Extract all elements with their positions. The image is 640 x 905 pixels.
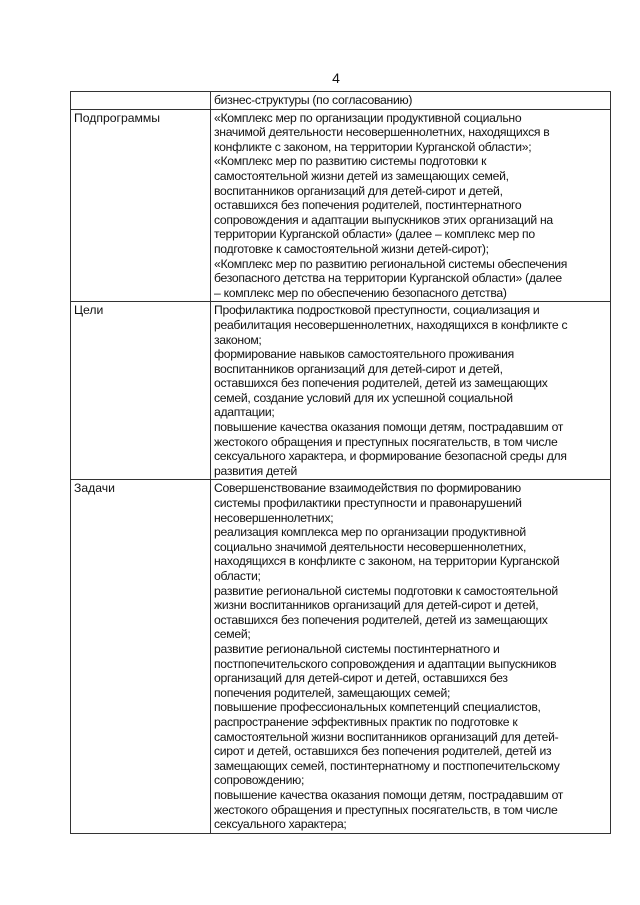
- content-line: оставшихся без попечения родителей, детей из замещающих: [214, 376, 548, 391]
- content-line: «Комплекс мер по развитию системы подготовки к: [214, 154, 487, 169]
- content-line: сексуального характера;: [214, 817, 347, 832]
- content-line: развитие региональной системы подготовки к самостоятельной: [214, 583, 558, 598]
- content-line: оставшихся без попечения родителей, детей из замещающих: [214, 612, 548, 627]
- content-line: бизнес-структуры (по согласованию): [214, 93, 413, 107]
- content-line: сопровождения и адаптации выпускников этих организаций на: [214, 212, 553, 227]
- row-content: [211, 302, 611, 480]
- content-line: сопровождению;: [214, 773, 305, 788]
- content-line: попечения родителей, замещающих семей;: [214, 685, 451, 700]
- content-line: Профилактика подростковой преступности, социализация и: [214, 303, 540, 318]
- row-content: [211, 92, 611, 110]
- content-line: оставшихся без попечения родителей, постинтернатного: [214, 198, 522, 213]
- page-number: 4: [332, 70, 340, 86]
- content-line: законом;: [214, 332, 262, 347]
- table-row: [71, 302, 611, 480]
- content-line: сирот и детей, оставшихся без попечения родителей, детей из: [214, 744, 552, 759]
- row-label: [71, 92, 211, 110]
- content-line: самостоятельной жизни воспитанников организаций для детей-: [214, 729, 559, 744]
- content-line: повышение качества оказания помощи детям, пострадавшим от: [214, 787, 564, 802]
- content-line: замещающих семей, постинтернатному и постпопечительскому: [214, 758, 560, 773]
- table-row: [71, 92, 611, 110]
- content-line: семей, создание условий для их успешной социальной: [214, 390, 513, 405]
- row-label: Задачи: [71, 480, 211, 833]
- content-line: социально значимой деятельности несовершеннолетних,: [214, 539, 527, 554]
- content-line: «Комплекс мер по организации продуктивной социально: [214, 110, 522, 125]
- content-line: жестокого обращения и преступных посягательств, в том числе: [214, 802, 558, 817]
- content-line: реабилитация несовершеннолетних, находящихся в конфликте с: [214, 317, 568, 332]
- content-line: территории Курганской области» (далее – комплекс мер по: [214, 227, 535, 242]
- table-row: [71, 109, 611, 302]
- content-line: реализация комплекса мер по организации продуктивной: [214, 525, 526, 540]
- content-line: «Комплекс мер по развитию региональной системы обеспечения: [214, 256, 568, 271]
- content-line: жизни воспитанников организаций для детей-сирот и детей,: [214, 598, 539, 613]
- content-line: сексуального характера, и формирование безопасной среды для: [214, 449, 567, 464]
- table-row: [71, 480, 611, 833]
- content-line: распространение эффективных практик по подготовке к: [214, 714, 518, 729]
- row-label: Подпрограммы: [71, 109, 211, 302]
- content-line: повышение профессиональных компетенций специалистов,: [214, 700, 541, 715]
- content-line: повышение качества оказания помощи детям, пострадавшим от: [214, 420, 564, 435]
- content-line: – комплекс мер по обеспечению безопасного детства): [214, 285, 507, 300]
- content-line: развитие региональной системы постинтернатного и: [214, 641, 500, 656]
- content-line: семей;: [214, 627, 251, 642]
- content-line: конфликте с законом, на территории Курганской области»;: [214, 139, 532, 154]
- content-line: воспитанников организаций для детей-сирот и детей,: [214, 183, 503, 198]
- row-label: Цели: [71, 302, 211, 480]
- content-line: постпопечительского сопровождения и адаптации выпускников: [214, 656, 557, 671]
- content-line: находящихся в конфликте с законом, на территории Курганской: [214, 554, 560, 569]
- table-body: [71, 92, 611, 834]
- content-line: формирование навыков самостоятельного проживания: [214, 347, 514, 362]
- content-line: несовершеннолетних;: [214, 510, 334, 525]
- content-line: развития детей: [214, 463, 297, 478]
- content-line: адаптации;: [214, 405, 275, 420]
- row-content: [211, 109, 611, 302]
- content-line: безопасного детства на территории Курганской области» (далее: [214, 271, 562, 286]
- content-line: области;: [214, 569, 261, 583]
- content-line: системы профилактики преступности и правонарушений: [214, 496, 522, 511]
- content-line: жестокого обращения и преступных посягательств, в том числе: [214, 434, 558, 449]
- content-line: организаций для детей-сирот и детей, оставшихся без: [214, 671, 508, 686]
- program-passport-table: [70, 91, 611, 834]
- content-line: самостоятельной жизни детей из замещающих семей,: [214, 168, 509, 183]
- content-line: Совершенствование взаимодействия по формированию: [214, 481, 521, 496]
- content-line: значимой деятельности несовершеннолетних, находящихся в: [214, 125, 550, 140]
- content-line: воспитанников организаций для детей-сирот и детей,: [214, 361, 503, 376]
- row-content: [211, 480, 611, 833]
- content-line: подготовке к самостоятельной жизни детей-сирот);: [214, 241, 489, 256]
